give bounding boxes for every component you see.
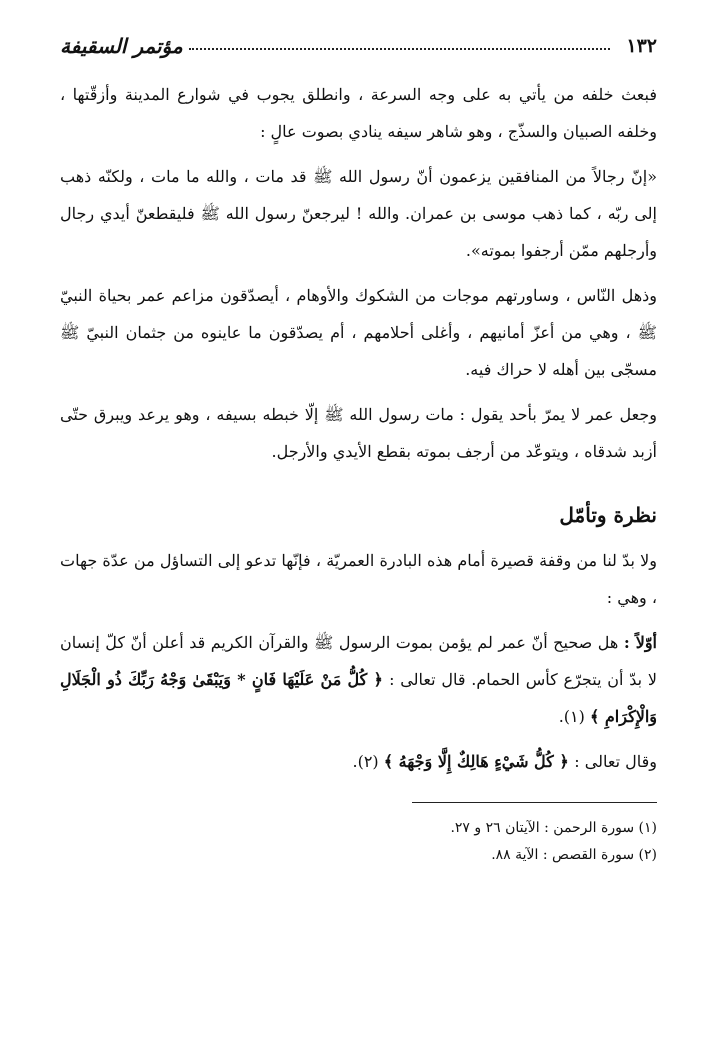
paragraph-2: وذهل النّاس ، وساورتهم موجات من الشكوك والأوهام ، أيصدّقون مزاعم عمر بحياة النبيّ ﷺ ، وهي من أعزّ أمانيهم ، وأغلى أحلامهم ، أم يصدّقون ما عاينوه من جثمان النبيّ ﷺ مسجّى بين أهله لا حراك فيه. <box>60 286 657 379</box>
footnotes <box>60 815 657 869</box>
section-heading: نظرة وتأمّل <box>559 503 657 527</box>
quoted-speech: «إنّ رجالاً من المنافقين يزعمون أنّ رسول الله ﷺ قد مات ، والله ما مات ، ولكنّه ذهب إلى ربّه ، كما ذهب موسى بن عمران. والله ! ليرجعنّ رسول الله ﷺ فليقطعنّ أيدي رجال وأرجلهم ممّن أرجفوا بموته». <box>60 167 658 260</box>
paragraph-3: وجعل عمر لا يمرّ بأحد يقول : مات رسول الله ﷺ إلّا خبطه بسيفه ، وهو يرعد ويبرق حتّى أزبد شدقاه ، ويتوعّد من أرجف بموته بقطع الأيدي والأرجل. <box>60 405 657 461</box>
point-label: أوّلاً : <box>623 633 658 652</box>
footnote-separator <box>412 802 657 803</box>
paragraph-5-text: هل صحيح أنّ عمر لم يؤمن بموت الرسول ﷺ والقرآن الكريم قد أعلن أنّ كلّ إنسان لا بدّ أن يتجرّع كأس الحمام. قال تعالى : <box>60 633 657 689</box>
page-number: ١٣٢ <box>626 35 657 57</box>
book-page <box>60 28 657 869</box>
running-title: مؤتمر السقيفة <box>60 34 183 58</box>
quran-verse-2: ﴿ كُلُّ شَيْءٍ هَالِكٌ إِلَّا وَجْهَهُ ﴾ <box>383 752 575 771</box>
paragraph-4: ولا بدّ لنا من وقفة قصيرة أمام هذه البادرة العمريّة ، فإنّها تدعو إلى التساؤل من عدّة جهات ، وهي : <box>60 551 657 607</box>
footnote-ref-2: (٢). <box>352 752 384 771</box>
footnote-2: (٢) سورة القصص : الآية ٨٨. <box>491 847 657 863</box>
dotted-leader <box>189 48 611 50</box>
paragraph-6 <box>60 743 657 780</box>
paragraph-6-text: وقال تعالى : <box>574 752 657 771</box>
page-header <box>60 28 657 64</box>
paragraph-5 <box>60 624 657 735</box>
footnote-ref-1: (١). <box>558 707 590 726</box>
paragraph-1: فبعث خلفه من يأتي به على وجه السرعة ، وانطلق يجوب في شوارع المدينة وأزقّتها ، وخلفه الصبيان والسذّج ، وهو شاهر سيفه ينادي بصوت عالٍ : <box>60 85 658 141</box>
quran-verse-1: ﴿ كُلُّ مَنْ عَلَيْهَا فَانٍ * وَيَبْقَىٰ وَجْهُ رَبِّكَ ذُو الْجَلَالِ وَالْإِكْرَامِ ﴾ <box>60 670 657 726</box>
footnote-1: (١) سورة الرحمن : الآيتان ٢٦ و ٢٧. <box>450 820 657 836</box>
